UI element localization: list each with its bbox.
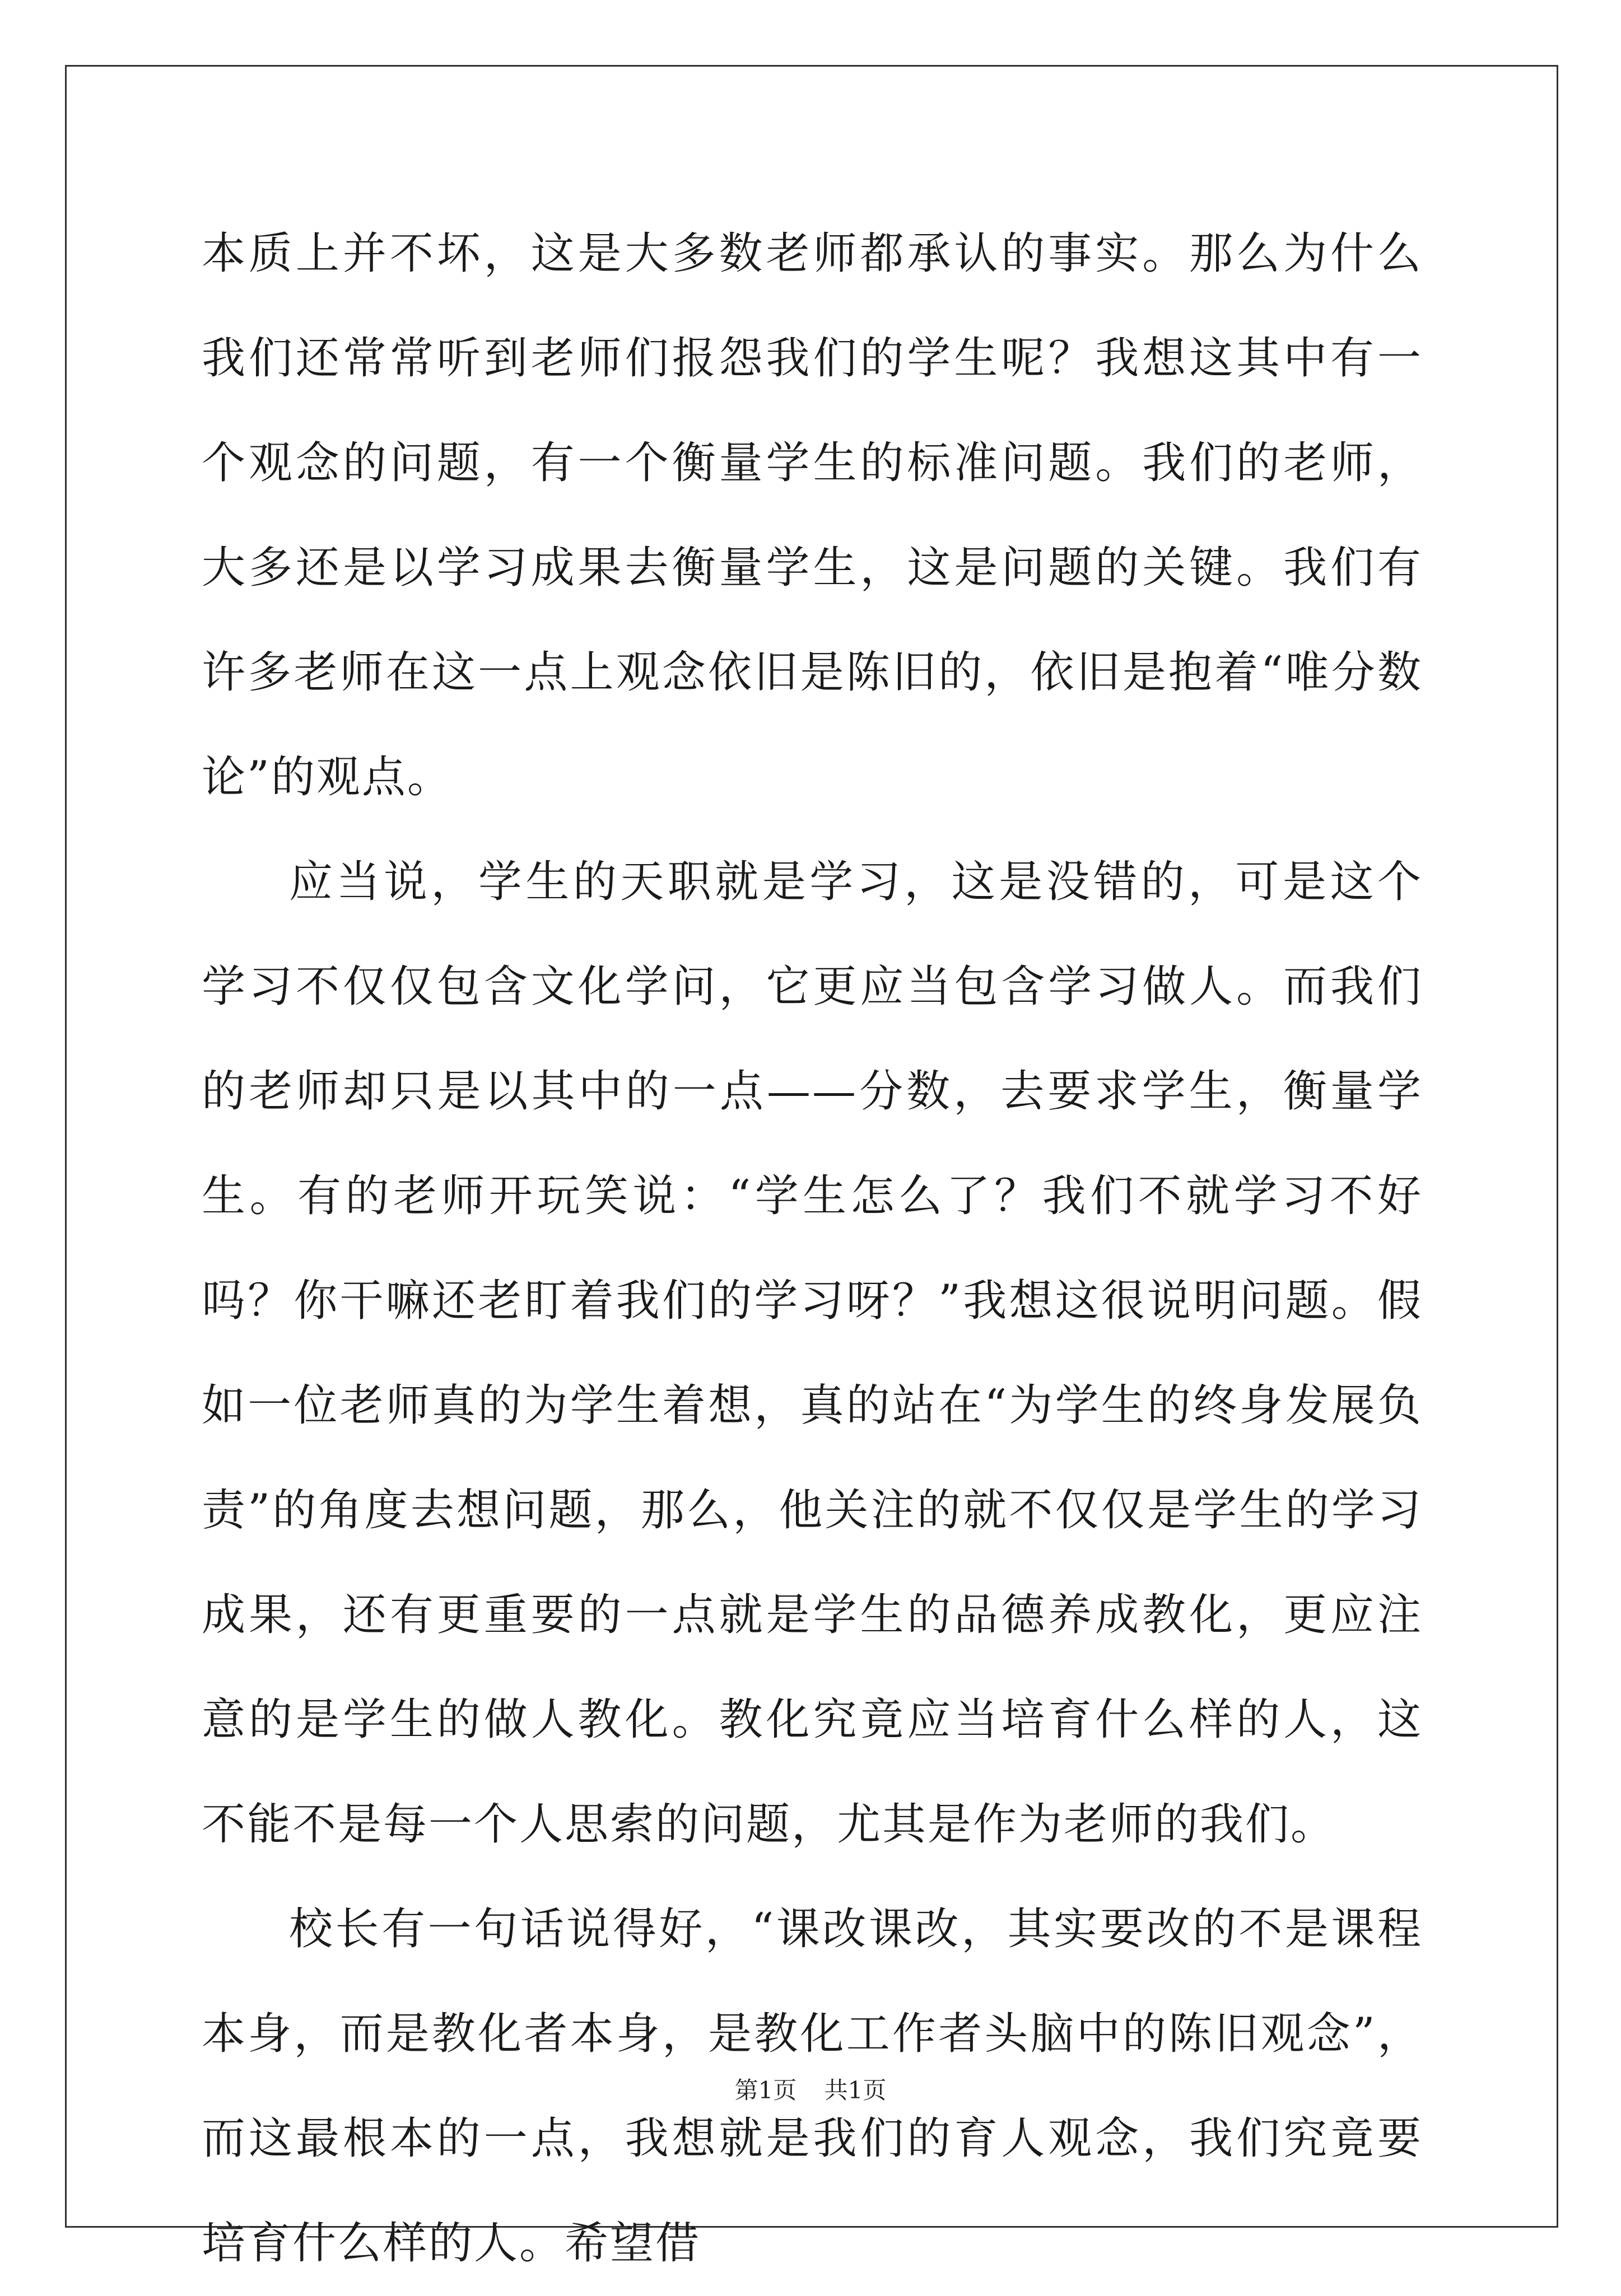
page-number-total: 共1页 bbox=[824, 2076, 887, 2104]
page-number-current: 第1页 bbox=[734, 2076, 797, 2104]
paragraph-1: 本质上并不坏，这是大多数老师都承认的事实。那么为什么我们还常常听到老师们报怨我们的学生呢？我想这其中有一个观念的问题，有一个衡量学生的标准问题。我们的老师，大多还是以学习成果去衡量学生，这是问题的关键。我们有许多老师在这一点上观念依旧是陈旧的，依旧是抱着“唯分数论”的观点。 bbox=[202, 228, 1423, 802]
page-footer bbox=[0, 2072, 1621, 2106]
paragraph-2: 应当说，学生的天职就是学习，这是没错的，可是这个学习不仅仅包含文化学问，它更应当包含学习做人。而我们的老师却只是以其中的一点——分数，去要求学生，衡量学生。有的老师开玩笑说：“学生怎么了？我们不就学习不好吗？你干嘛还老盯着我们的学习呀？”我想这很说明问题。假如一位老师真的为学生着想，真的站在“为学生的终身发展负责”的角度去想问题，那么，他关注的就不仅仅是学生的学习成果，还有更重要的一点就是学生的品德养成教化，更应注意的是学生的做人教化。教化究竟应当培育什么样的人，这不能不是每一个人思索的问题，尤其是作为老师的我们。 bbox=[202, 857, 1423, 1850]
document-body bbox=[202, 202, 1423, 2296]
paragraph-3: 校长有一句话说得好，“课改课改，其实要改的不是课程本身，而是教化者本身，是教化工作者头脑中的陈旧观念”，而这最根本的一点，我想就是我们的育人观念，我们究竟要培育什么样的人。希望借 bbox=[202, 1904, 1423, 2269]
